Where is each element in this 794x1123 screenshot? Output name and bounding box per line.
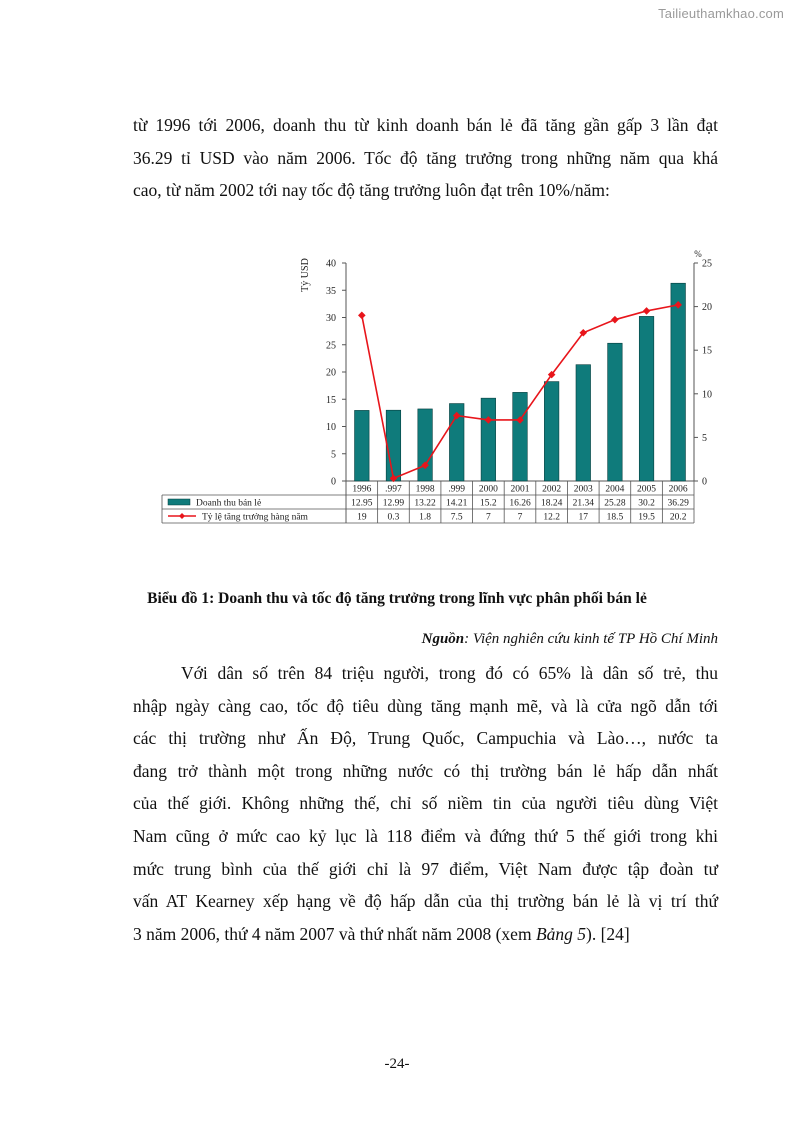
paragraph-line: của thế giới. Không những thế, chỉ số niềm tin của người tiêu dùng Việt <box>133 793 718 814</box>
left-axis-title: Tỷ USD <box>300 258 311 292</box>
legend-bar-label: Doanh thu bán lẻ <box>196 498 262 509</box>
growth-value-label: 0.3 <box>387 512 400 523</box>
bar-value-label: 36.29 <box>667 498 689 509</box>
growth-value-label: 7 <box>485 512 491 523</box>
watermark: Tailieuthamkhao.com <box>658 6 784 21</box>
revenue-bar <box>608 343 623 481</box>
legend-bar-swatch <box>168 499 190 505</box>
year-label: 2001 <box>510 484 530 495</box>
left-tick-label: 30 <box>326 313 336 324</box>
bar-value-label: 15.2 <box>480 498 497 509</box>
growth-value-label: 12.2 <box>543 512 560 523</box>
left-tick-label: 25 <box>326 340 336 352</box>
right-tick-label: 15 <box>702 345 712 357</box>
revenue-bar <box>544 382 559 481</box>
chart-caption: Biểu đồ 1: Doanh thu và tốc độ tăng trưởng trong lĩnh vực phân phối bán lẻ <box>147 590 647 607</box>
source-text: : Viện nghiên cứu kinh tế TP Hồ Chí Minh <box>464 631 718 647</box>
bar-value-label: 12.99 <box>382 498 405 509</box>
source-label: Nguồn <box>421 631 465 647</box>
right-tick-label: 10 <box>702 389 712 401</box>
paragraph-line: 36.29 tỉ USD vào năm 2006. Tốc độ tăng trưởng trong những năm qua khá <box>133 147 718 168</box>
text-run: 3 năm 2006, thứ 4 năm 2007 và thứ nhất năm 2008 (xem <box>133 923 536 944</box>
legend-line-marker <box>179 513 185 519</box>
paragraph-line <box>133 918 718 951</box>
left-tick-label: 40 <box>326 258 336 270</box>
paragraph-line: nhập ngày càng cao, tốc độ tiêu dùng tăng mạnh mẽ, và là cửa ngõ dẫn tới <box>133 695 718 716</box>
body-paragraph <box>133 657 718 950</box>
page-number: -24- <box>384 1056 410 1072</box>
left-tick-label: 10 <box>326 422 336 433</box>
bar-value-label: 18.24 <box>540 498 563 509</box>
revenue-bar <box>639 316 654 481</box>
table-reference: Bảng 5 <box>535 923 587 944</box>
left-tick-label: 35 <box>326 285 336 297</box>
paragraph-line: vấn AT Kearney xếp hạng về độ hấp dẫn của thị trường bán lẻ là vị trí thứ <box>133 891 718 912</box>
bar-value-label: 16.26 <box>509 498 531 509</box>
chart-source <box>422 631 718 648</box>
year-label: 2003 <box>573 484 593 495</box>
bar-value-label: 25.28 <box>604 498 626 509</box>
growth-marker <box>643 307 651 315</box>
year-label: 2000 <box>478 484 498 495</box>
revenue-growth-chart <box>160 245 720 535</box>
revenue-bar <box>513 392 528 481</box>
growth-value-label: 20.2 <box>669 512 687 523</box>
growth-value-label: 19.5 <box>638 512 655 523</box>
growth-value-label: 19 <box>357 512 367 523</box>
revenue-bar <box>576 365 591 481</box>
revenue-bar <box>386 410 401 481</box>
left-tick-label: 20 <box>326 367 336 379</box>
bar-value-label: 13.22 <box>414 498 436 509</box>
revenue-bar <box>418 409 433 481</box>
left-tick-label: 15 <box>326 394 336 406</box>
bar-value-label: 30.2 <box>638 498 655 509</box>
year-label: .999 <box>448 484 466 495</box>
revenue-bar <box>671 283 686 481</box>
year-label: 2002 <box>542 484 562 495</box>
paragraph-line: cao, từ năm 2002 tới nay tốc độ tăng trưởng luôn đạt trên 10%/năm: <box>133 180 610 201</box>
paragraph-line: các thị trường như Ấn Độ, Trung Quốc, Campuchia và Lào…, nước ta <box>133 728 718 749</box>
right-axis-title: % <box>694 249 702 259</box>
growth-value-label: 17 <box>578 512 589 523</box>
legend-line-label: Tỷ lệ tăng trưởng hàng năm <box>202 512 308 523</box>
right-tick-label: 0 <box>702 476 707 488</box>
left-tick-label: 5 <box>331 449 336 461</box>
growth-value-label: 1.8 <box>419 512 432 523</box>
right-tick-label: 20 <box>702 302 712 314</box>
paragraph-line: đang trở thành một trong những nước có thị trường bán lẻ hấp dẫn nhất <box>133 760 718 781</box>
year-label: 1996 <box>352 484 372 495</box>
growth-value-label: 18.5 <box>606 512 624 523</box>
paragraph-line: Nam cũng ở mức cao kỷ lục là 118 điểm và đứng thứ 5 thế giới trong khi <box>133 825 718 846</box>
revenue-bar <box>355 410 370 481</box>
text-run: ). [24] <box>586 923 630 944</box>
intro-paragraph <box>133 109 718 207</box>
paragraph-line: Với dân số trên 84 triệu người, trong đó có 65% là dân số trẻ, thu <box>181 663 718 683</box>
chart-svg <box>160 245 720 535</box>
growth-value-label: 7 <box>517 512 523 523</box>
right-tick-label: 5 <box>702 432 707 444</box>
year-label: 2006 <box>668 484 688 495</box>
revenue-bar <box>481 398 496 481</box>
growth-marker <box>611 316 619 324</box>
growth-marker <box>358 312 366 320</box>
bar-value-label: 14.21 <box>446 498 468 509</box>
bar-value-label: 12.95 <box>351 498 373 509</box>
year-label: .997 <box>385 484 402 495</box>
paragraph-line: từ 1996 tới 2006, doanh thu từ kinh doanh bán lẻ đã tăng gần gấp 3 lần đạt <box>133 115 718 135</box>
year-label: 1998 <box>415 484 435 495</box>
growth-value-label: 7.5 <box>450 512 463 523</box>
bar-value-label: 21.34 <box>572 498 594 509</box>
year-label: 2005 <box>637 484 657 495</box>
left-tick-label: 0 <box>331 476 336 488</box>
paragraph-line: mức trung bình của thế giới chỉ là 97 điểm, Việt Nam được tập đoàn tư <box>133 858 718 879</box>
year-label: 2004 <box>605 484 625 495</box>
right-tick-label: 25 <box>702 258 712 270</box>
